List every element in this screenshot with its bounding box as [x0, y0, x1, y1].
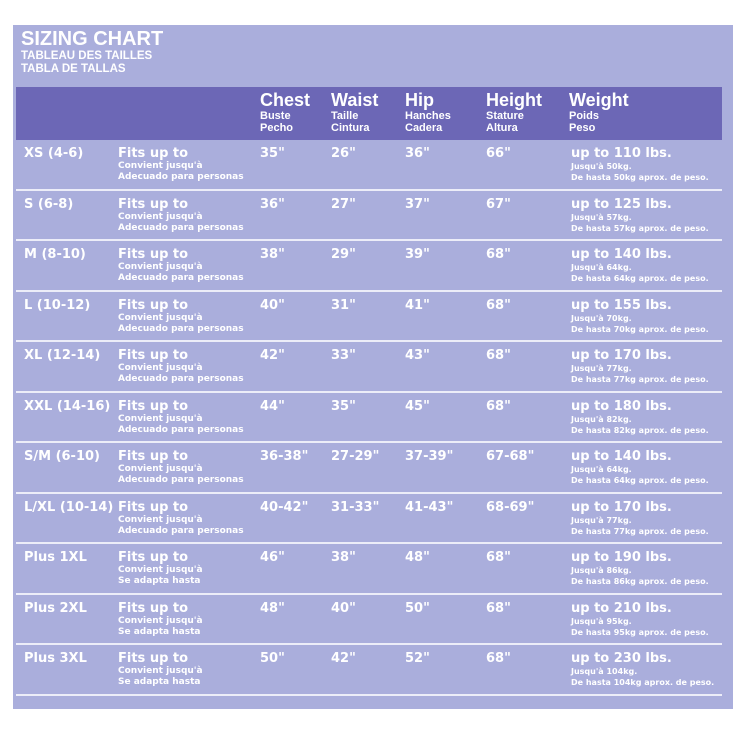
hip-value: 37" [405, 196, 430, 212]
header-sub-es: Peso [569, 122, 596, 134]
size-label: Plus 1XL [24, 550, 87, 565]
fits-text: Se adapta hasta [118, 626, 201, 637]
waist-value: 40" [331, 600, 356, 616]
chest-value: 40" [260, 297, 285, 313]
weight-cell [571, 550, 709, 587]
waist-value: 38" [331, 550, 356, 565]
weight-text: De hasta 82kg aprox. de peso. [571, 425, 709, 435]
hip-value: 45" [405, 398, 430, 414]
weight-cell [571, 449, 709, 486]
weight-text: De hasta 64kg aprox. de peso. [571, 274, 709, 283]
header-sub-fr: Poids [569, 110, 599, 122]
chest-value: 50" [260, 651, 285, 666]
hip-value: 37-39" [405, 449, 454, 464]
weight-text: up to 140 lbs. [571, 449, 672, 464]
table-row [16, 494, 722, 545]
waist-value: 26" [331, 146, 356, 161]
chest-value: 35" [260, 146, 285, 161]
fits-cell [118, 449, 244, 486]
fits-cell [118, 197, 244, 234]
waist-value: 33" [331, 348, 356, 363]
fits-text: Convient jusqu'à [118, 363, 203, 373]
chart-titles [21, 29, 163, 76]
size-table-body [16, 140, 722, 696]
weight-text: Jusqu'à 50kg. [571, 162, 632, 171]
weight-text: up to 125 lbs. [571, 196, 672, 212]
height-value: 67-68" [486, 449, 535, 464]
header-hip [405, 87, 451, 134]
fits-text: Fits up to [118, 600, 189, 616]
fits-text: Convient jusqu'à [118, 514, 203, 525]
weight-text: Jusqu'à 77kg. [571, 364, 632, 373]
chest-value: 36-38" [260, 449, 309, 464]
fits-text: Adecuado para personas [118, 424, 244, 435]
table-row [16, 241, 722, 292]
fits-text: Adecuado para personas [118, 374, 244, 384]
fits-text: Fits up to [118, 499, 189, 515]
header-sub-es: Pecho [260, 122, 294, 134]
fits-text: Fits up to [118, 196, 189, 212]
fits-text: Adecuado para personas [118, 525, 244, 536]
table-row [16, 342, 722, 393]
size-label: S/M (6-10) [24, 449, 100, 464]
chest-value: 38" [260, 247, 285, 262]
fits-text: Convient jusqu'à [118, 262, 203, 272]
size-label: XS (4-6) [24, 146, 84, 161]
fits-text: Se adapta hasta [118, 677, 201, 687]
waist-value: 42" [331, 651, 356, 666]
size-label: XL (12-14) [24, 348, 101, 363]
weight-text: Jusqu'à 57kg. [571, 212, 632, 222]
fits-cell [118, 399, 244, 436]
fits-text: Adecuado para personas [118, 172, 244, 182]
weight-cell [571, 197, 709, 234]
header-label: Weight [569, 90, 629, 110]
fits-text: Fits up to [118, 449, 189, 464]
height-value: 68" [486, 651, 511, 666]
fits-text: Fits up to [118, 348, 189, 363]
height-value: 68" [486, 600, 511, 616]
weight-text: up to 170 lbs. [571, 499, 672, 515]
weight-text: up to 155 lbs. [571, 297, 672, 313]
weight-text: De hasta 70kg aprox. de peso. [571, 324, 709, 334]
size-label: S (6-8) [24, 196, 74, 212]
size-label: Plus 2XL [24, 600, 87, 616]
waist-value: 31" [331, 297, 356, 313]
fits-cell [118, 651, 203, 688]
fits-text: Fits up to [118, 398, 189, 414]
chest-value: 44" [260, 398, 285, 414]
header-label: Hip [405, 90, 434, 110]
size-label: XXL (14-16) [24, 398, 111, 414]
height-value: 68" [486, 297, 511, 313]
chest-value: 46" [260, 550, 285, 565]
fits-text: Adecuado para personas [118, 475, 244, 485]
fits-cell [118, 601, 203, 638]
height-value: 67" [486, 196, 511, 212]
weight-text: up to 110 lbs. [571, 146, 672, 161]
chest-value: 48" [260, 600, 285, 616]
weight-text: Jusqu'à 82kg. [571, 414, 632, 424]
hip-value: 39" [405, 247, 430, 262]
fits-text: Fits up to [118, 651, 189, 666]
fits-text: Convient jusqu'à [118, 615, 203, 626]
size-label: L/XL (10-14) [24, 499, 114, 515]
weight-text: Jusqu'à 64kg. [571, 263, 632, 272]
height-value: 68" [486, 550, 511, 565]
hip-value: 43" [405, 348, 430, 363]
page-title-fr: TABLEAU DES TAILLES [21, 50, 153, 62]
table-header [16, 87, 722, 140]
waist-value: 31-33" [331, 499, 380, 515]
hip-value: 52" [405, 651, 430, 666]
fits-text: Convient jusqu'à [118, 666, 203, 676]
table-row [16, 393, 722, 444]
header-chest [260, 87, 310, 134]
table-row [16, 140, 722, 191]
fits-text: Convient jusqu'à [118, 413, 203, 424]
weight-text: up to 210 lbs. [571, 600, 672, 616]
waist-value: 35" [331, 398, 356, 414]
weight-cell [571, 399, 709, 436]
weight-text: up to 140 lbs. [571, 247, 672, 262]
fits-cell [118, 348, 244, 385]
header-waist [331, 87, 378, 134]
header-sub-fr: Stature [486, 110, 524, 122]
chest-value: 40-42" [260, 499, 309, 515]
fits-text: Convient jusqu'à [118, 565, 203, 575]
table-row [16, 191, 722, 242]
weight-text: De hasta 77kg aprox. de peso. [571, 375, 709, 384]
hip-value: 36" [405, 146, 430, 161]
table-row [16, 443, 722, 494]
weight-text: Jusqu'à 104kg. [571, 667, 638, 676]
chest-value: 36" [260, 196, 285, 212]
weight-text: De hasta 95kg aprox. de peso. [571, 627, 709, 637]
weight-text: Jusqu'à 64kg. [571, 465, 632, 474]
chest-value: 42" [260, 348, 285, 363]
height-value: 68-69" [486, 499, 535, 515]
weight-text: up to 190 lbs. [571, 550, 672, 565]
header-sub-es: Cadera [405, 122, 443, 134]
fits-text: Convient jusqu'à [118, 464, 203, 474]
size-label: Plus 3XL [24, 651, 87, 666]
weight-cell [571, 348, 709, 385]
page-title-es: TABLA DE TALLAS [21, 63, 126, 75]
fits-text: Adecuado para personas [118, 222, 244, 233]
fits-text: Fits up to [118, 247, 189, 262]
fits-cell [118, 298, 244, 335]
weight-cell [571, 651, 714, 688]
height-value: 68" [486, 348, 511, 363]
table-row [16, 544, 722, 595]
weight-text: De hasta 77kg aprox. de peso. [571, 526, 709, 536]
fits-text: Convient jusqu'à [118, 312, 203, 323]
fits-text: Fits up to [118, 297, 189, 313]
hip-value: 41" [405, 297, 430, 313]
weight-text: De hasta 57kg aprox. de peso. [571, 223, 709, 233]
weight-text: De hasta 86kg aprox. de peso. [571, 577, 709, 586]
fits-text: Convient jusqu'à [118, 161, 203, 171]
weight-cell [571, 298, 709, 335]
fits-text: Fits up to [118, 146, 189, 161]
fits-text: Adecuado para personas [118, 273, 244, 283]
weight-text: up to 170 lbs. [571, 348, 672, 363]
height-value: 68" [486, 398, 511, 414]
fits-text: Se adapta hasta [118, 576, 201, 586]
waist-value: 27" [331, 196, 356, 212]
weight-cell [571, 247, 709, 284]
weight-text: Jusqu'à 77kg. [571, 515, 632, 525]
fits-cell [118, 500, 244, 537]
page-title: SIZING CHART [21, 28, 164, 50]
header-label: Waist [331, 90, 379, 110]
weight-text: Jusqu'à 95kg. [571, 616, 632, 626]
weight-cell [571, 146, 709, 183]
table-row [16, 595, 722, 646]
hip-value: 48" [405, 550, 430, 565]
size-label: L (10-12) [24, 297, 91, 313]
weight-text: up to 230 lbs. [571, 651, 672, 666]
waist-value: 29" [331, 247, 356, 262]
weight-cell [571, 601, 709, 638]
fits-cell [118, 550, 203, 587]
header-weight [569, 87, 629, 134]
fits-cell [118, 146, 244, 183]
fits-text: Fits up to [118, 550, 189, 565]
hip-value: 50" [405, 600, 430, 616]
header-label: Chest [260, 90, 311, 110]
hip-value: 41-43" [405, 499, 454, 515]
table-row [16, 645, 722, 696]
height-value: 68" [486, 247, 511, 262]
size-label: M (8-10) [24, 247, 86, 262]
header-label: Height [486, 90, 542, 110]
header-sub-fr: Hanches [405, 110, 451, 122]
weight-text: up to 180 lbs. [571, 398, 672, 414]
height-value: 66" [486, 146, 511, 161]
header-sub-es: Altura [486, 122, 518, 134]
header-height [486, 87, 542, 134]
weight-text: Jusqu'à 70kg. [571, 313, 632, 323]
weight-cell [571, 500, 709, 537]
fits-text: Adecuado para personas [118, 323, 244, 334]
header-sub-fr: Taille [331, 110, 359, 122]
fits-text: Convient jusqu'à [118, 211, 203, 222]
table-row [16, 292, 722, 343]
header-sub-fr: Buste [260, 110, 291, 122]
waist-value: 27-29" [331, 449, 380, 464]
weight-text: De hasta 104kg aprox. de peso. [571, 678, 715, 687]
weight-text: De hasta 64kg aprox. de peso. [571, 476, 709, 485]
fits-cell [118, 247, 244, 284]
weight-text: Jusqu'à 86kg. [571, 566, 632, 575]
header-sub-es: Cintura [331, 122, 370, 134]
weight-text: De hasta 50kg aprox. de peso. [571, 173, 709, 182]
